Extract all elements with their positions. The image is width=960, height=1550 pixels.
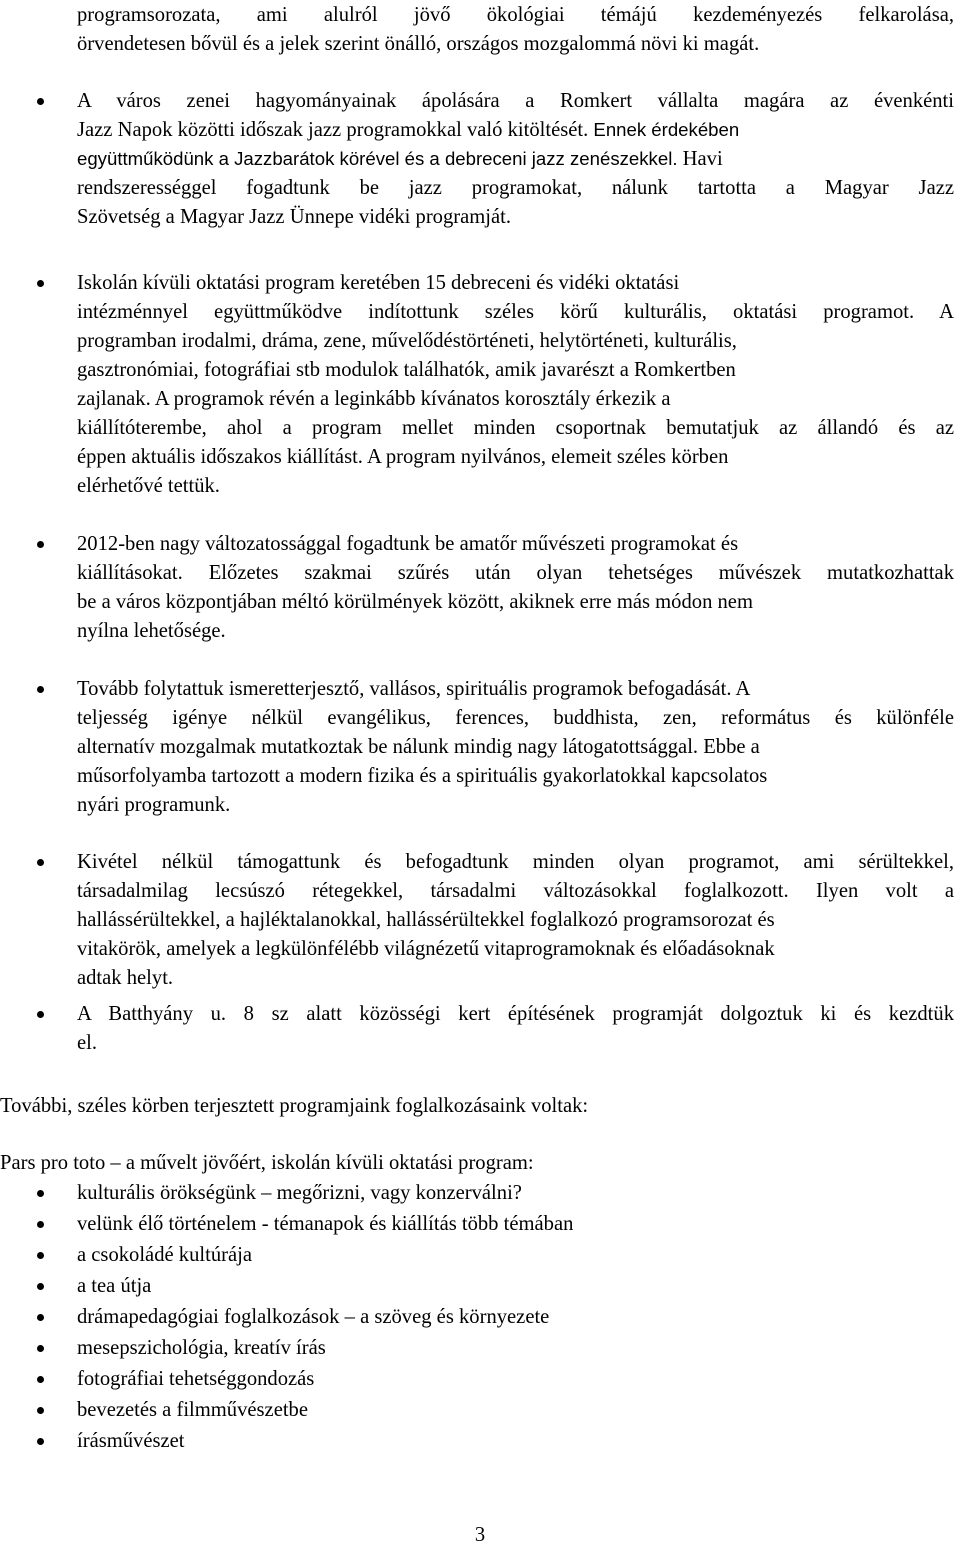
pars-item-3: a csokoládé kultúrája	[77, 1244, 252, 1266]
page-number: 3	[474, 1524, 486, 1546]
pars-item-6: mesepszichológia, kreatív írás	[77, 1337, 326, 1359]
bullet-4-line-1: Tovább folytattuk ismeretterjesztő, vallásos, spirituális programok befogadását. A	[77, 678, 751, 700]
bullet-4-line-4: műsorfolyamba tartozott a modern fizika és a spirituális gyakorlatokkal kapcsolatos	[77, 765, 768, 787]
bullet-2-line-6: kiállítóterembe, ahol a program mellet minden csoportnak bemutatjuk az állandó és az	[77, 417, 954, 439]
bullet-5-line-5: adtak helyt.	[77, 967, 174, 989]
bullet-marker	[37, 686, 44, 693]
pars-pro-toto-intro: Pars pro toto – a művelt jövőért, iskolán kívüli oktatási program:	[0, 1152, 534, 1174]
bullet-5-line-1: Kivétel nélkül támogattunk és befogadtunk minden olyan programot, ami sérültekkel,	[77, 851, 954, 873]
bullet-3-line-2: kiállításokat. Előzetes szakmai szűrés után olyan tehetséges művészek mutatkozhattak	[77, 562, 954, 584]
bullet-1-line-5: Szövetség a Magyar Jazz Ünnepe vidéki programját.	[77, 206, 512, 228]
bullet-marker	[37, 1283, 44, 1290]
bullet-5-line-3: hallássérültekkel, a hajléktalanokkal, hallássérültekkel foglalkozó programsorozat és	[77, 909, 775, 931]
continuation-line-2: örvendetesen bővül és a jelek szerint önálló, országos mozgalommá növi ki magát.	[77, 33, 760, 55]
bullet-4-line-2: teljesség igénye nélkül evangélikus, ferences, buddhista, zen, református és különféle	[77, 707, 954, 729]
bullet-marker	[37, 1221, 44, 1228]
bullet-marker	[37, 280, 44, 287]
pars-item-4: a tea útja	[77, 1275, 152, 1297]
bullet-2-line-7: éppen aktuális időszakos kiállítást. A program nyilvános, elemeit széles körben	[77, 446, 729, 468]
bullet-marker	[37, 1011, 44, 1018]
bullet-2-line-4: gasztronómiai, fotográfiai stb modulok találhatók, amik javarészt a Romkertben	[77, 359, 736, 381]
further-programs-intro: További, széles körben terjesztett programjaink foglalkozásaink voltak:	[0, 1095, 589, 1117]
bullet-2-line-5: zajlanak. A programok révén a leginkább kívánatos korosztály érkezik a	[77, 388, 671, 410]
bullet-1-line-3-tail: Havi	[682, 148, 723, 170]
bullet-1-line-2-tail: Ennek érdekében	[593, 119, 740, 140]
bullet-marker	[37, 1438, 44, 1445]
bullet-marker	[37, 1190, 44, 1197]
continuation-line-1: programsorozata, ami alulról jövő ökológiai témájú kezdeményezés felkarolása,	[77, 4, 954, 26]
bullet-3-line-4: nyílna lehetősége.	[77, 620, 226, 642]
pars-item-7: fotográfiai tehetséggondozás	[77, 1368, 315, 1390]
pars-item-1: kulturális örökségünk – megőrizni, vagy konzerválni?	[77, 1182, 522, 1204]
pars-item-2: velünk élő történelem - témanapok és kiállítás több témában	[77, 1213, 574, 1235]
pars-item-8: bevezetés a filmművészetbe	[77, 1399, 308, 1421]
bullet-marker	[37, 1407, 44, 1414]
bullet-marker	[37, 1314, 44, 1321]
bullet-1-line-2	[77, 117, 739, 143]
bullet-6-line-1: A Batthyány u. 8 sz alatt közösségi kert építésének programját dolgoztuk ki és kezdtük	[77, 1003, 954, 1025]
bullet-marker	[37, 1376, 44, 1383]
bullet-marker	[37, 859, 44, 866]
bullet-marker	[37, 1252, 44, 1259]
bullet-2-line-3: programban irodalmi, dráma, zene, művelődéstörténeti, helytörténeti, kulturális,	[77, 330, 737, 352]
bullet-3-line-3: be a város központjában méltó körülmények között, akiknek erre más módon nem	[77, 591, 753, 613]
bullet-2-line-8: elérhetővé tettük.	[77, 475, 220, 497]
bullet-2-line-1: Iskolán kívüli oktatási program keretében 15 debreceni és vidéki oktatási	[77, 272, 680, 294]
bullet-5-line-4: vitakörök, amelyek a legkülönfélébb világnézetű vitaprogramoknak és előadásoknak	[77, 938, 775, 960]
bullet-marker	[37, 98, 44, 105]
bullet-4-line-3: alternatív mozgalmak mutatkoztak be nálunk mindig nagy látogatottsággal. Ebbe a	[77, 736, 760, 758]
bullet-1-line-1: A város zenei hagyományainak ápolására a Romkert vállalta magára az évenkénti	[77, 90, 954, 112]
bullet-marker	[37, 541, 44, 548]
bullet-1-line-3	[77, 146, 723, 172]
pars-item-5: drámapedagógiai foglalkozások – a szöveg és környezete	[77, 1306, 550, 1328]
bullet-marker	[37, 1345, 44, 1352]
bullet-4-line-5: nyári programunk.	[77, 794, 231, 816]
bullet-2-line-2: intézménnyel együttműködve indítottunk széles körű kulturális, oktatási programot. A	[77, 301, 954, 323]
pars-item-9: írásművészet	[77, 1430, 185, 1452]
bullet-5-line-2: társadalmilag lecsúszó rétegekkel, társadalmi változásokkal foglalkozott. Ilyen volt a	[77, 880, 954, 902]
bullet-1-line-3-text: együttműködünk a Jazzbarátok körével és a debreceni jazz zenészekkel.	[77, 148, 678, 169]
bullet-1-line-4: rendszerességgel fogadtunk be jazz programokat, nálunk tartotta a Magyar Jazz	[77, 177, 954, 199]
bullet-6-line-2: el.	[77, 1032, 98, 1054]
bullet-1-line-2-text: Jazz Napok közötti időszak jazz programokkal való kitöltését.	[77, 119, 589, 141]
bullet-3-line-1: 2012-ben nagy változatossággal fogadtunk be amatőr művészeti programokat és	[77, 533, 739, 555]
